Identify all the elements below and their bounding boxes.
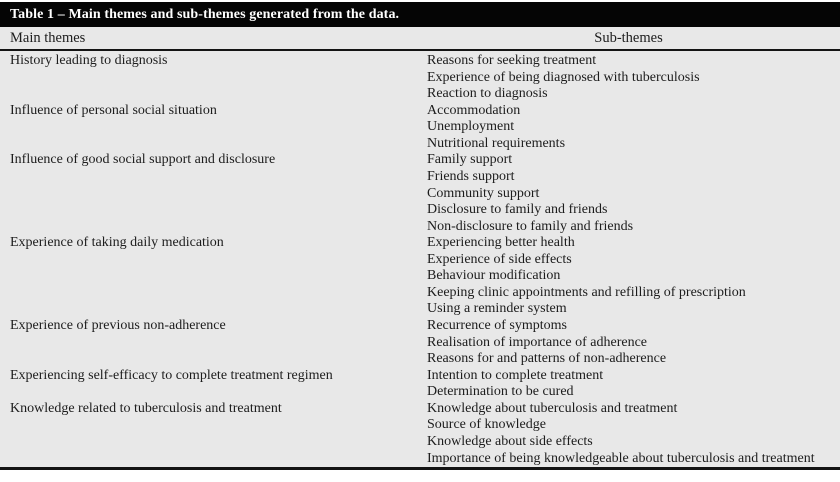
sub-themes-cell [427,318,840,368]
table-row [0,368,840,401]
sub-theme-item: Knowledge about tuberculosis and treatment [427,400,678,416]
sub-theme-item: Reasons for seeking treatment [427,53,597,68]
sub-theme-item: Importance of being knowledgeable about tuberculosis and treatment [427,450,815,466]
main-theme-cell: Influence of personal social situation [10,102,217,118]
sub-theme-item: Non-disclosure to family and friends [427,218,634,234]
sub-theme-item: Accommodation [427,102,521,118]
sub-theme-item: Family support [427,152,513,168]
table-row [0,318,840,368]
sub-theme-item: Nutritional requirements [427,135,566,151]
sub-theme-item: Using a reminder system [427,301,567,317]
main-theme-cell: Knowledge related to tuberculosis and treatment [10,400,282,416]
sub-theme-item: Experience of being diagnosed with tuberculosis [427,69,700,85]
sub-themes-cell [427,152,840,235]
sub-theme-item: Knowledge about side effects [427,433,593,449]
main-theme-cell: History leading to diagnosis [10,53,168,68]
sub-theme-item: Unemployment [427,119,515,135]
sub-themes-cell [427,235,840,318]
sub-theme-item: Behaviour modification [427,268,561,284]
column-header-sub-themes: Sub-themes [594,29,663,46]
main-theme-cell: Experience of previous non-adherence [10,318,226,333]
column-header-main-themes: Main themes [10,29,86,46]
sub-theme-item: Intention to complete treatment [427,367,604,383]
table-body [0,51,840,470]
sub-theme-item: Keeping clinic appointments and refilling of prescription [427,284,746,300]
table-title-bar [0,2,840,27]
sub-themes-cell [427,103,840,153]
sub-themes-cell [427,401,840,467]
sub-theme-item: Friends support [427,168,515,184]
table-row [0,401,840,467]
main-theme-cell: Influence of good social support and disclosure [10,152,276,168]
sub-theme-item: Realisation of importance of adherence [427,334,648,350]
sub-theme-item: Experience of side effects [427,251,572,267]
sub-theme-item: Source of knowledge [427,417,546,433]
table-row [0,235,840,318]
table-row [0,152,840,235]
sub-themes-cell [427,53,840,103]
sub-theme-item: Community support [427,185,540,201]
sub-theme-item: Recurrence of symptoms [427,318,567,333]
themes-table [0,2,840,470]
sub-theme-item: Determination to be cured [427,384,574,400]
sub-theme-item: Experiencing better health [427,235,575,251]
table-row [0,53,840,103]
sub-theme-item: Reasons for and patterns of non-adherence [427,351,667,367]
table-row [0,103,840,153]
main-theme-cell: Experience of taking daily medication [10,235,224,251]
sub-theme-item: Reaction to diagnosis [427,86,548,102]
main-theme-cell: Experiencing self-efficacy to complete treatment regimen [10,367,333,383]
sub-themes-cell [427,368,840,401]
sub-theme-item: Disclosure to family and friends [427,202,608,218]
table-column-header-row [0,27,840,51]
table-title: Table 1 – Main themes and sub-themes generated from the data. [10,7,400,22]
